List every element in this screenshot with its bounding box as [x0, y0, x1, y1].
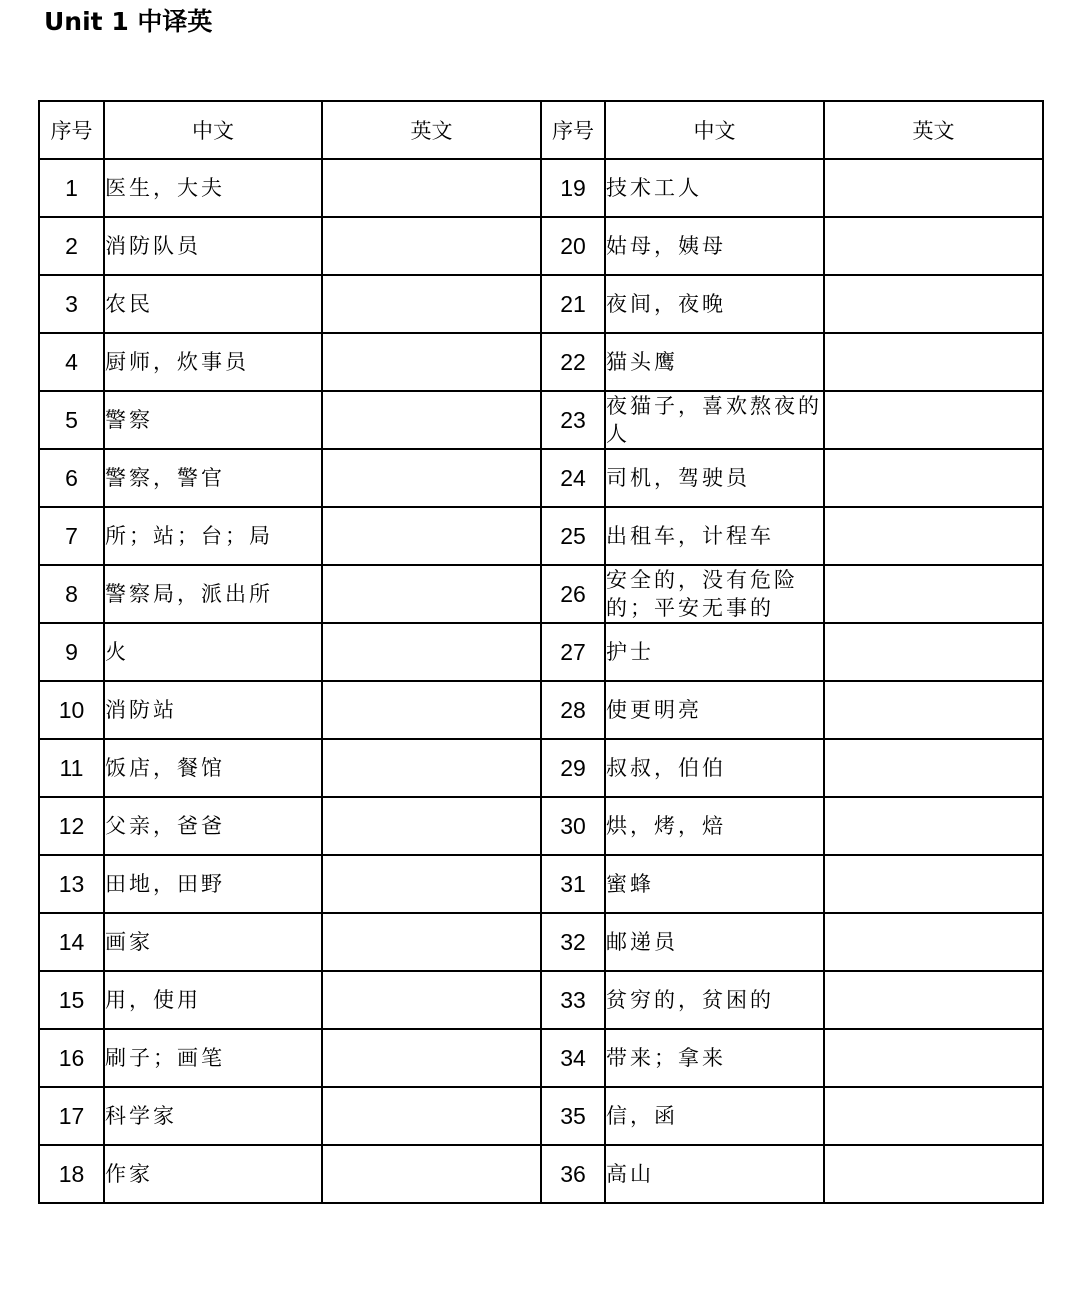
item-number-right: 28	[541, 681, 605, 739]
header-chinese-right: 中文	[605, 101, 824, 159]
table-row	[39, 971, 1043, 1029]
english-answer-field-left[interactable]	[322, 855, 541, 913]
english-answer-field-right[interactable]	[824, 739, 1043, 797]
english-answer-field-right[interactable]	[824, 565, 1043, 623]
chinese-term-left: 消防队员	[104, 217, 322, 275]
item-number-right: 25	[541, 507, 605, 565]
header-row	[39, 101, 1043, 159]
chinese-term-left: 刷子；画笔	[104, 1029, 322, 1087]
chinese-term-left: 父亲，爸爸	[104, 797, 322, 855]
english-answer-field-right[interactable]	[824, 623, 1043, 681]
header-chinese-left: 中文	[104, 101, 322, 159]
english-answer-field-right[interactable]	[824, 1087, 1043, 1145]
english-answer-field-right[interactable]	[824, 681, 1043, 739]
chinese-term-right: 高山	[605, 1145, 824, 1203]
chinese-term-right: 技术工人	[605, 159, 824, 217]
chinese-term-left: 饭店，餐馆	[104, 739, 322, 797]
english-answer-field-left[interactable]	[322, 623, 541, 681]
chinese-term-right: 蜜蜂	[605, 855, 824, 913]
table-row	[39, 797, 1043, 855]
english-answer-field-right[interactable]	[824, 797, 1043, 855]
chinese-term-right: 出租车，计程车	[605, 507, 824, 565]
english-answer-field-right[interactable]	[824, 391, 1043, 449]
english-answer-field-left[interactable]	[322, 333, 541, 391]
item-number-left: 3	[39, 275, 104, 333]
table-row	[39, 913, 1043, 971]
table-row	[39, 449, 1043, 507]
table-row	[39, 1087, 1043, 1145]
table-row	[39, 681, 1043, 739]
english-answer-field-left[interactable]	[322, 507, 541, 565]
english-answer-field-right[interactable]	[824, 1145, 1043, 1203]
item-number-left: 6	[39, 449, 104, 507]
english-answer-field-right[interactable]	[824, 333, 1043, 391]
table-row	[39, 275, 1043, 333]
english-answer-field-left[interactable]	[322, 391, 541, 449]
item-number-right: 30	[541, 797, 605, 855]
chinese-term-right: 使更明亮	[605, 681, 824, 739]
table-row	[39, 855, 1043, 913]
chinese-term-left: 火	[104, 623, 322, 681]
chinese-term-right: 姑母，姨母	[605, 217, 824, 275]
english-answer-field-left[interactable]	[322, 1029, 541, 1087]
chinese-term-left: 用，使用	[104, 971, 322, 1029]
table-row	[39, 333, 1043, 391]
item-number-left: 18	[39, 1145, 104, 1203]
english-answer-field-left[interactable]	[322, 797, 541, 855]
chinese-term-right: 信，函	[605, 1087, 824, 1145]
item-number-left: 5	[39, 391, 104, 449]
chinese-term-left: 科学家	[104, 1087, 322, 1145]
item-number-left: 14	[39, 913, 104, 971]
item-number-right: 35	[541, 1087, 605, 1145]
header-index-left: 序号	[39, 101, 104, 159]
item-number-left: 8	[39, 565, 104, 623]
item-number-right: 24	[541, 449, 605, 507]
item-number-left: 16	[39, 1029, 104, 1087]
table-body	[39, 159, 1043, 1203]
header-english-right: 英文	[824, 101, 1043, 159]
english-answer-field-left[interactable]	[322, 681, 541, 739]
item-number-left: 7	[39, 507, 104, 565]
table-row	[39, 507, 1043, 565]
item-number-left: 2	[39, 217, 104, 275]
english-answer-field-left[interactable]	[322, 159, 541, 217]
english-answer-field-right[interactable]	[824, 971, 1043, 1029]
chinese-term-right: 夜间，夜晚	[605, 275, 824, 333]
item-number-right: 26	[541, 565, 605, 623]
chinese-term-left: 厨师，炊事员	[104, 333, 322, 391]
table-row	[39, 1029, 1043, 1087]
page-title: Unit 1 中译英	[44, 7, 213, 36]
item-number-left: 4	[39, 333, 104, 391]
english-answer-field-left[interactable]	[322, 1145, 541, 1203]
english-answer-field-right[interactable]	[824, 913, 1043, 971]
english-answer-field-right[interactable]	[824, 449, 1043, 507]
english-answer-field-right[interactable]	[824, 159, 1043, 217]
item-number-left: 12	[39, 797, 104, 855]
table-row	[39, 1145, 1043, 1203]
chinese-term-left: 农民	[104, 275, 322, 333]
header-index-right: 序号	[541, 101, 605, 159]
item-number-left: 1	[39, 159, 104, 217]
item-number-right: 36	[541, 1145, 605, 1203]
item-number-left: 11	[39, 739, 104, 797]
item-number-right: 27	[541, 623, 605, 681]
chinese-term-left: 警察，警官	[104, 449, 322, 507]
chinese-term-right: 安全的，没有危险的；平安无事的	[605, 565, 824, 623]
english-answer-field-left[interactable]	[322, 913, 541, 971]
chinese-term-right: 司机，驾驶员	[605, 449, 824, 507]
chinese-term-left: 作家	[104, 1145, 322, 1203]
chinese-term-right: 猫头鹰	[605, 333, 824, 391]
chinese-term-left: 医生，大夫	[104, 159, 322, 217]
english-answer-field-left[interactable]	[322, 971, 541, 1029]
english-answer-field-right[interactable]	[824, 217, 1043, 275]
item-number-right: 31	[541, 855, 605, 913]
chinese-term-right: 带来；拿来	[605, 1029, 824, 1087]
english-answer-field-right[interactable]	[824, 507, 1043, 565]
table-row	[39, 391, 1043, 449]
item-number-left: 13	[39, 855, 104, 913]
english-answer-field-left[interactable]	[322, 449, 541, 507]
item-number-right: 23	[541, 391, 605, 449]
chinese-term-right: 护士	[605, 623, 824, 681]
item-number-right: 34	[541, 1029, 605, 1087]
english-answer-field-right[interactable]	[824, 855, 1043, 913]
item-number-right: 21	[541, 275, 605, 333]
item-number-right: 32	[541, 913, 605, 971]
item-number-right: 20	[541, 217, 605, 275]
english-answer-field-left[interactable]	[322, 217, 541, 275]
english-answer-field-right[interactable]	[824, 275, 1043, 333]
item-number-left: 10	[39, 681, 104, 739]
item-number-left: 17	[39, 1087, 104, 1145]
english-answer-field-left[interactable]	[322, 739, 541, 797]
chinese-term-left: 所；站；台；局	[104, 507, 322, 565]
chinese-term-right: 贫穷的，贫困的	[605, 971, 824, 1029]
table-row	[39, 565, 1043, 623]
chinese-term-left: 警察	[104, 391, 322, 449]
item-number-left: 15	[39, 971, 104, 1029]
chinese-term-left: 消防站	[104, 681, 322, 739]
table-row	[39, 623, 1043, 681]
english-answer-field-left[interactable]	[322, 1087, 541, 1145]
item-number-right: 19	[541, 159, 605, 217]
table-row	[39, 159, 1043, 217]
vocabulary-table	[38, 100, 1044, 1204]
chinese-term-right: 烘，烤，焙	[605, 797, 824, 855]
english-answer-field-right[interactable]	[824, 1029, 1043, 1087]
chinese-term-left: 画家	[104, 913, 322, 971]
chinese-term-right: 叔叔，伯伯	[605, 739, 824, 797]
item-number-left: 9	[39, 623, 104, 681]
english-answer-field-left[interactable]	[322, 565, 541, 623]
chinese-term-left: 警察局，派出所	[104, 565, 322, 623]
english-answer-field-left[interactable]	[322, 275, 541, 333]
item-number-right: 33	[541, 971, 605, 1029]
chinese-term-right: 邮递员	[605, 913, 824, 971]
table-row	[39, 739, 1043, 797]
header-english-left: 英文	[322, 101, 541, 159]
table-row	[39, 217, 1043, 275]
chinese-term-left: 田地，田野	[104, 855, 322, 913]
chinese-term-right: 夜猫子，喜欢熬夜的人	[605, 391, 824, 449]
item-number-right: 29	[541, 739, 605, 797]
item-number-right: 22	[541, 333, 605, 391]
